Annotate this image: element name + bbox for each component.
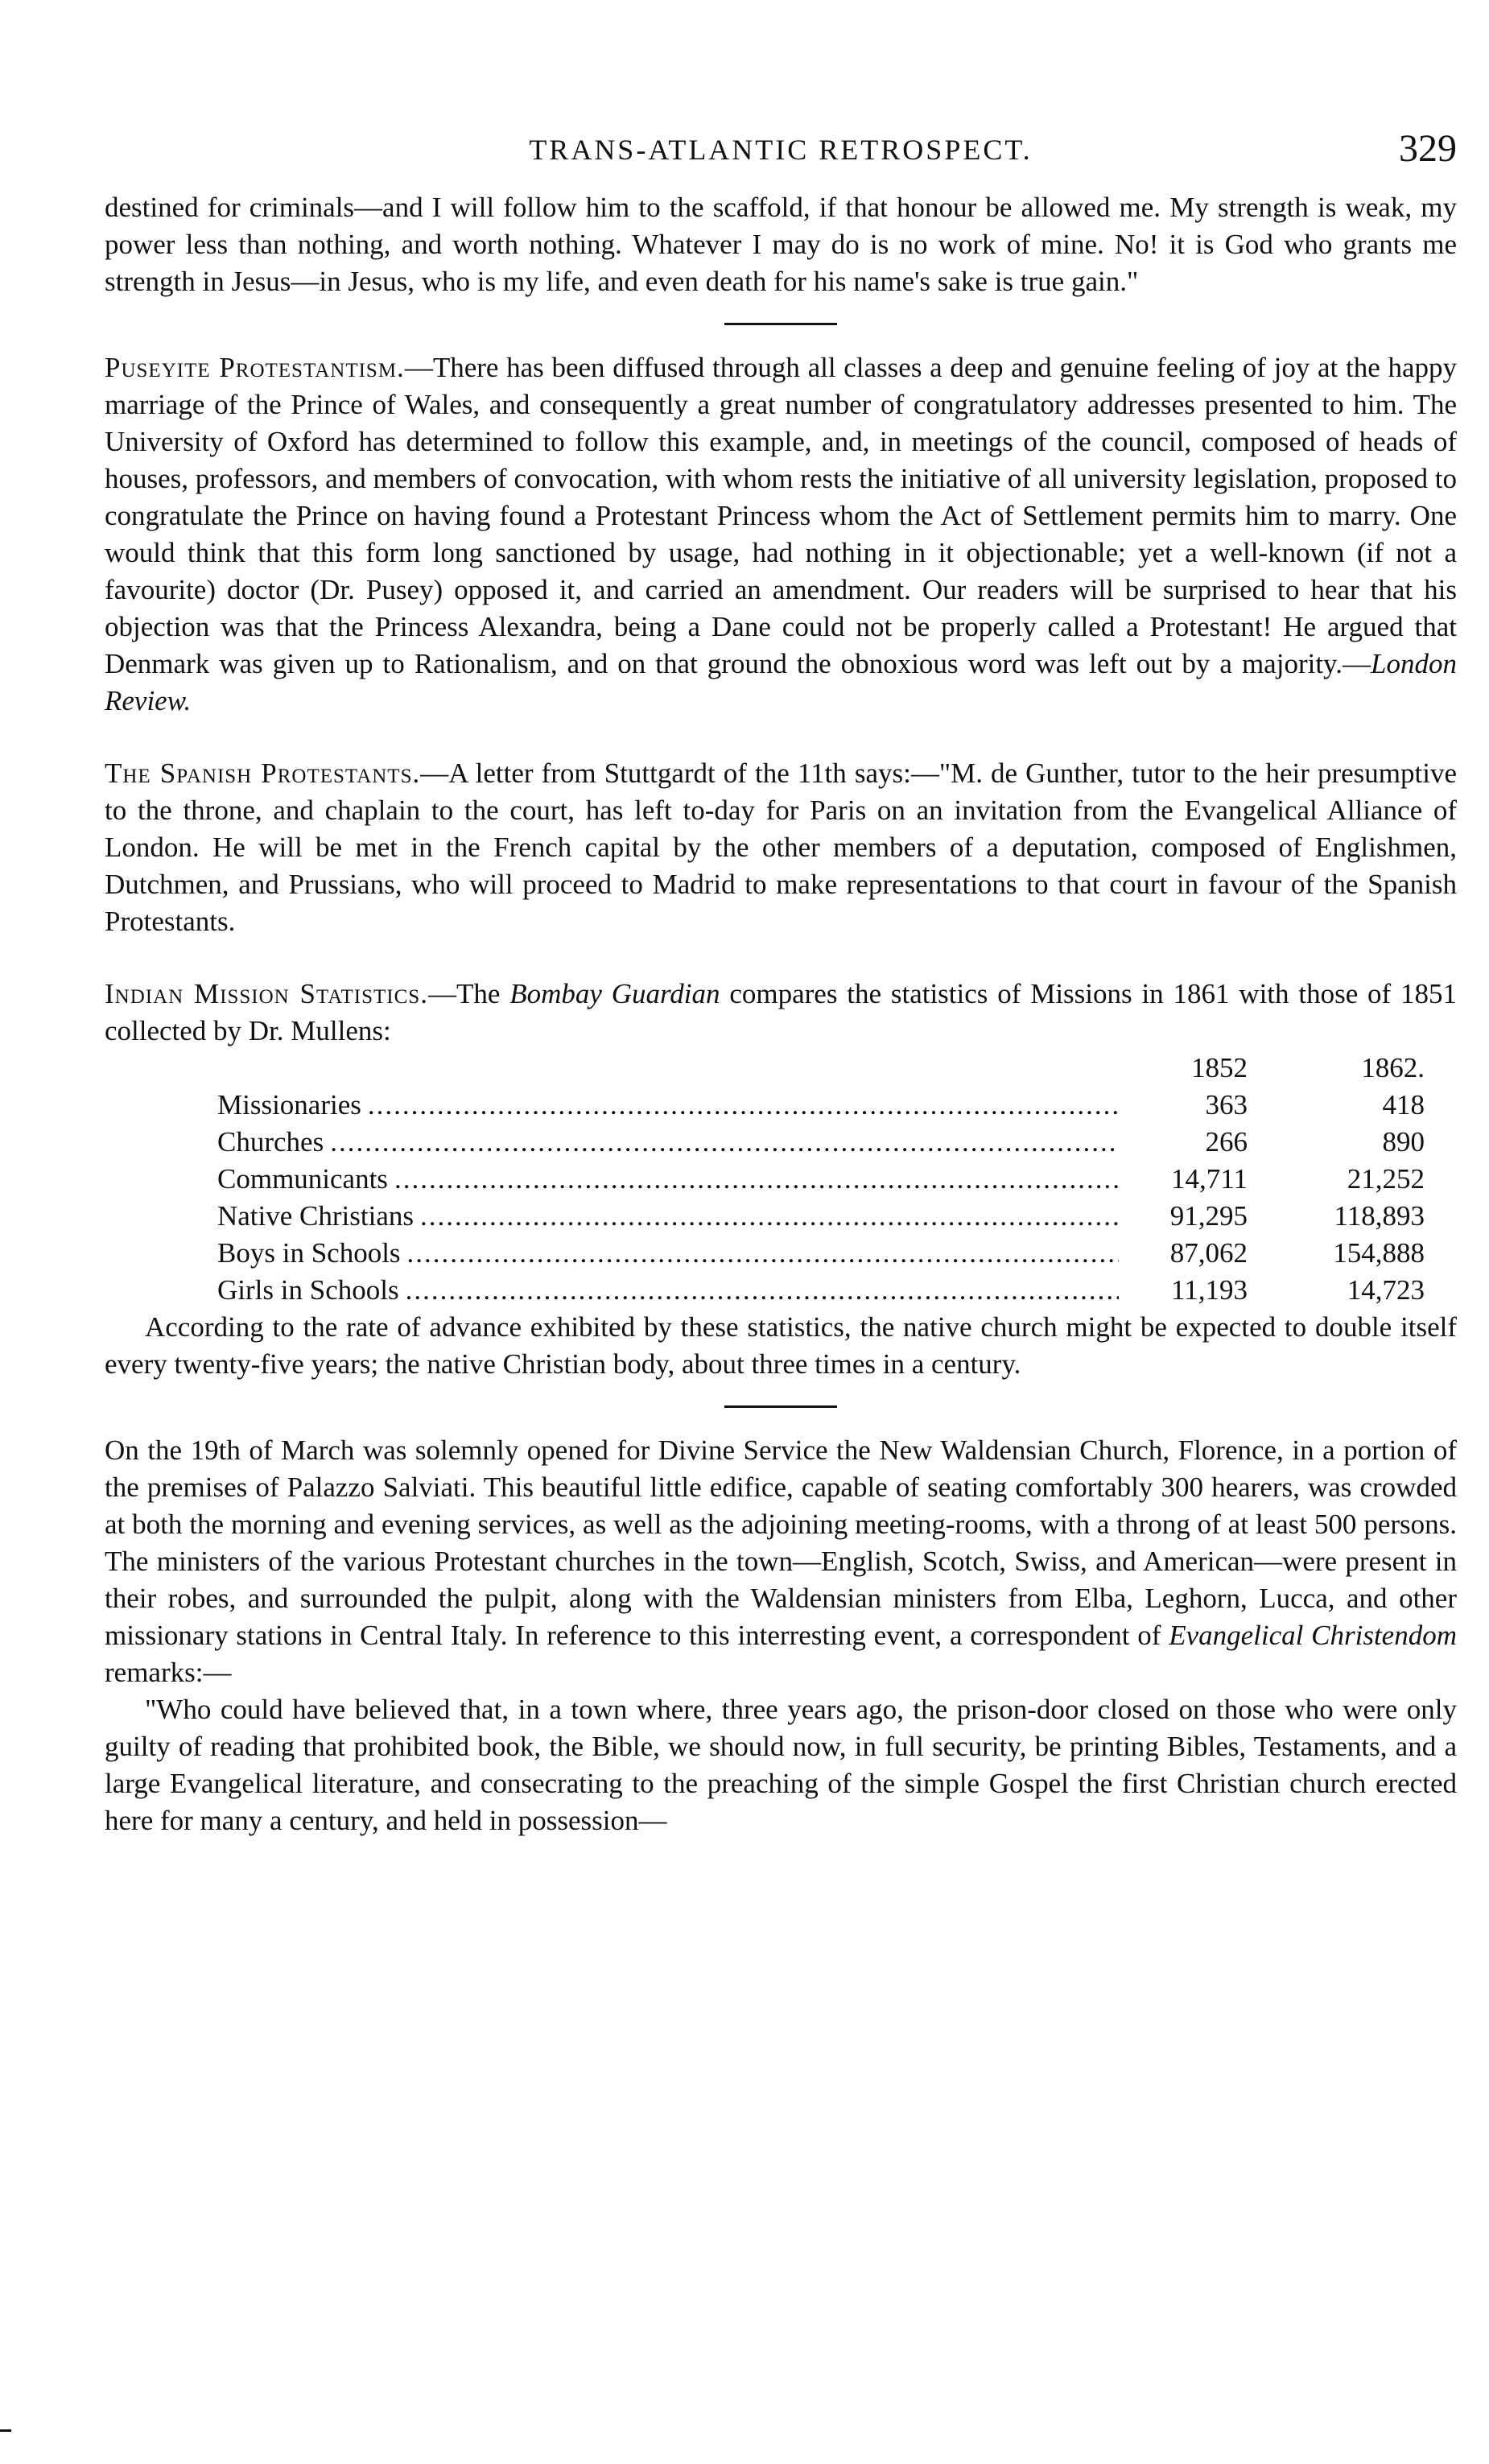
value-1862: 418 <box>1382 1089 1425 1121</box>
table-row <box>217 1161 1425 1198</box>
page-header <box>105 127 1457 189</box>
puseyite-paragraph <box>105 349 1457 720</box>
running-title: TRANS-ATLANTIC RETROSPECT. <box>529 134 1033 166</box>
indian-text-after: compares the statistics of Missions in 1861 with those of 1851 collected by Dr. Mullens: <box>105 978 1458 1046</box>
row-label: Girls in Schools ..... <box>217 1272 1119 1309</box>
table-row <box>217 1087 1425 1124</box>
spanish-heading: The Spanish Protestants. <box>105 757 421 789</box>
page-number: 329 <box>1399 127 1457 170</box>
section-divider <box>724 1405 837 1408</box>
value-1852: 14,711 <box>1171 1163 1248 1195</box>
margin-mark <box>0 2429 11 2432</box>
spanish-text: —A letter from Stuttgardt of the 11th says:—"M. de Gunther, tutor to the heir presumptive to the throne, and chaplain to the court, has left to-day for Paris on an invitation from the Evangelical Alliance of London. He will be met in the French capital by the other members of a deputation, composed of Englishmen, Dutchmen, and Prussians, who will proceed to Madrid to make representations to that court in favour of the Spanish Protestants. <box>105 757 1457 937</box>
waldensian-paragraph <box>105 1432 1457 1691</box>
row-label: Missionaries ..... <box>217 1087 1119 1124</box>
indian-heading: Indian Mission Statistics. <box>105 978 428 1009</box>
row-label: Communicants ..... <box>217 1161 1119 1198</box>
row-label: Boys in Schools ..... <box>217 1235 1119 1272</box>
waldensian-quote: "Who could have believed that, in a town where, three years ago, the prison-door closed on those who were only guilty of reading that prohibited book, the Bible, we should now, in full security, be printing Bibles, Testaments, and a large Evangelical literature, and consecrating to the preaching of the simple Gospel the first Christian church erected here for many a century, and held in possession— <box>105 1694 1457 1836</box>
waldensian-text-after: remarks:— <box>105 1657 232 1688</box>
column-header-1852: 1852 <box>1191 1052 1248 1083</box>
value-1852: 363 <box>1205 1089 1248 1121</box>
waldensian-text-before: On the 19th of March was solemnly opened for Divine Service the New Waldensian Church, Florence, in a portion of the premises of Palazzo Salviati. This beautiful little edifice, capable of seating comfortably 300 hearers, was crowded at both the morning and evening services, as well as the adjoining meeting-rooms, with a throng of at least 500 persons. The ministers of the various Protestant churches in the town—English, Scotch, Swiss, and American—were present in their robes, and surrounded the pulpit, along with the Waldensian ministers from Elba, Leghorn, Lucca, and other missionary stations in Central Italy. In reference to this interresting event, a correspondent of <box>105 1434 1457 1651</box>
indian-conclusion: According to the rate of advance exhibited by these statistics, the native church might be expected to double itself every twenty-five years; the native Christian body, about three times in a century. <box>105 1311 1457 1380</box>
statistics-table <box>217 1050 1425 1309</box>
puseyite-heading: Puseyite Protestantism. <box>105 352 405 383</box>
indian-paragraph <box>105 976 1457 1050</box>
value-1852: 11,193 <box>1171 1274 1248 1306</box>
value-1852: 266 <box>1205 1126 1248 1158</box>
indian-journal: Bombay Guardian <box>509 978 720 1009</box>
indian-text-before: —The <box>427 978 510 1009</box>
statistics-header-row <box>217 1050 1425 1087</box>
spanish-paragraph <box>105 755 1457 940</box>
row-label: Native Christians ..... <box>217 1198 1119 1235</box>
row-label: Churches ..... <box>217 1124 1119 1161</box>
table-row <box>217 1198 1425 1235</box>
puseyite-source: London Review. <box>105 648 1457 716</box>
table-row <box>217 1235 1425 1272</box>
table-row <box>217 1124 1425 1161</box>
table-row <box>217 1272 1425 1309</box>
value-1862: 14,723 <box>1347 1274 1425 1306</box>
value-1852: 91,295 <box>1169 1200 1248 1232</box>
puseyite-text: —There has been diffused through all classes a deep and genuine feeling of joy at the happy marriage of the Prince of Wales, and consequently a great number of congratulatory addresses presented to him. The University of Oxford has determined to follow this example, and, in meetings of the council, composed of heads of houses, professors, and members of convocation, with whom rests the initiative of all university legislation, proposed to congratulate the Prince on having found a Protestant Princess whom the Act of Settlement permits him to marry. One would think that this form long sanctioned by usage, had nothing in it objectionable; yet a well-known (if not a favourite) doctor (Dr. Pusey) opposed it, and carried an amendment. Our readers will be surprised to hear that his objection was that the Princess Alexandra, being a Dane could not be properly called a Protestant! He argued that Denmark was given up to Rationalism, and on that ground the obnoxious word was left out by a majority.— <box>105 352 1457 679</box>
value-1862: 118,893 <box>1334 1200 1425 1232</box>
value-1852: 87,062 <box>1169 1237 1248 1269</box>
waldensian-journal: Evangelical Christendom <box>1169 1620 1457 1651</box>
intro-paragraph: destined for criminals—and I will follow him to the scaffold, if that honour be allowed me. My strength is weak, my power less than nothing, and worth nothing. Whatever I may do is no work of mine. No! it is God who grants me strength in Jesus—in Jesus, who is my life, and even death for his name's sake is true gain." <box>105 192 1457 297</box>
value-1862: 154,888 <box>1333 1237 1425 1269</box>
value-1862: 890 <box>1382 1126 1425 1158</box>
column-header-1862: 1862. <box>1361 1052 1425 1083</box>
value-1862: 21,252 <box>1347 1163 1425 1195</box>
section-divider <box>724 323 837 325</box>
page <box>105 127 1458 1839</box>
